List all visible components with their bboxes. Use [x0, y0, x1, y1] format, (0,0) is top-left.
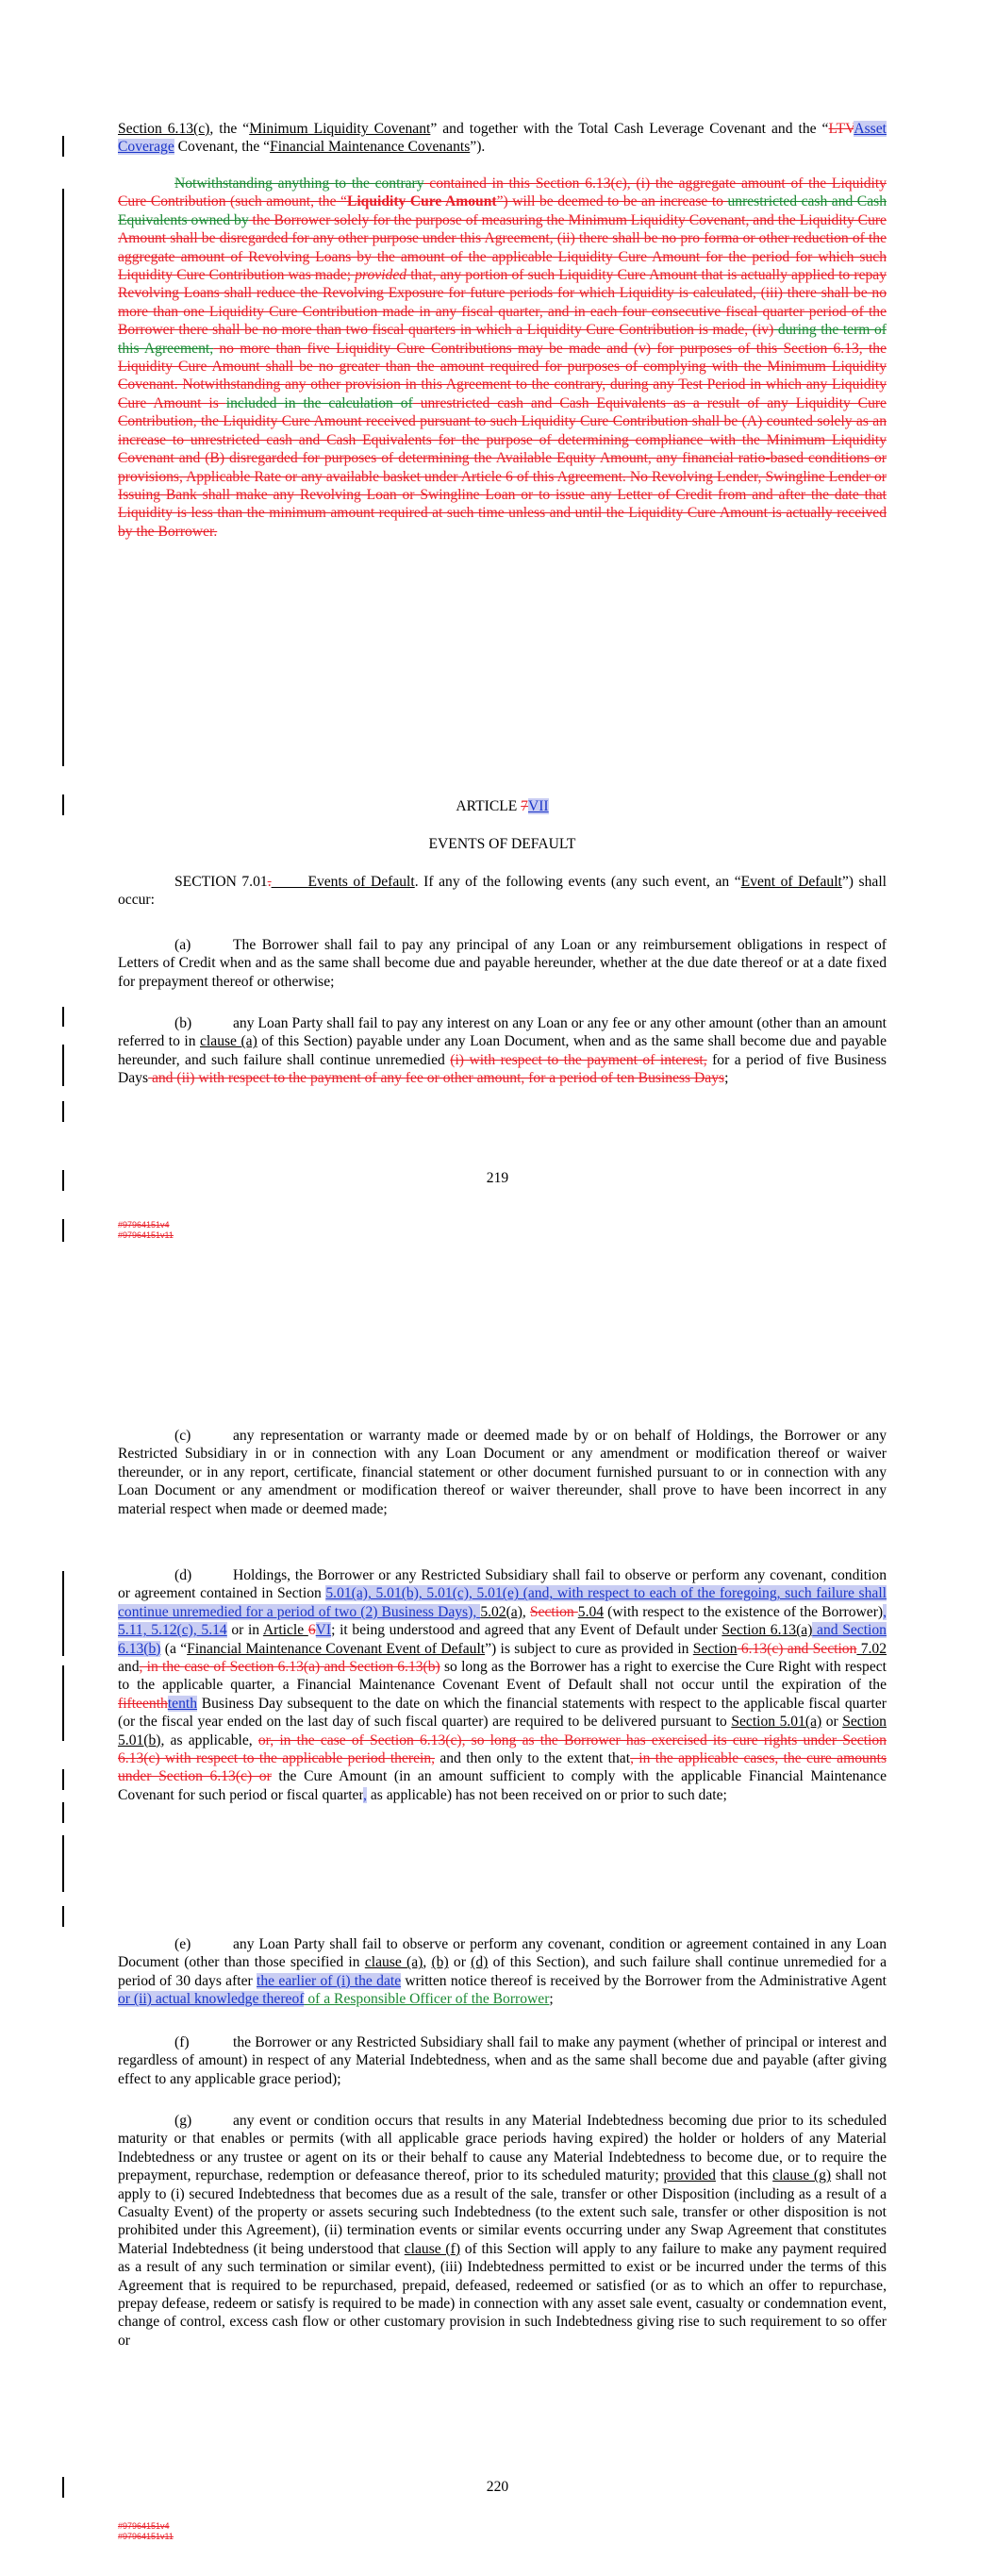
doc-id-footer: #97964151v4 #97964151v11 [118, 2521, 174, 2541]
change-bar [62, 189, 64, 766]
moved-text: Notwithstanding anything to the contrary [174, 176, 424, 192]
change-bar [62, 1769, 64, 1790]
page-220 [0, 1288, 995, 2576]
change-bar [62, 1571, 64, 1656]
change-bar [62, 1802, 64, 1823]
page-number: 220 [486, 2479, 509, 2495]
doc-id-footer: #97964151v4 #97964151v11 [118, 1220, 174, 1240]
page-number: 219 [486, 1170, 509, 1186]
change-bar [62, 1906, 64, 1927]
liquidity-cure-paragraph: Notwithstanding anything to the contrary contained in this Section 6.13(c), (i) the aggregate amount of the Liquidity Cure Contribution (such amount, the “Liquidity Cure Amount”) will be deemed to be an increase to unrestricted cash and Cash Equivalents owned by the Borrower solely for the purpose of measuring the Minimum Liquidity Covenant, and the Liquidity Cure Amount shall be disregarded for any other purpose under this Agreement, (ii) there shall be no pro forma or other reduction of the aggregate amount of Revolving Loans by the amount of the applicable Liquidity Cure Amount for the period for which such Liquidity Cure Contribution was made; provided that, any portion of such Liquidity Cure Amount that is actually applied to repay Revolving Loans shall reduce the Revolving Exposure for future periods for which Liquidity is calculated, (iii) there shall be no more than one Liquidity Cure Contribution made in any fiscal quarter, and in each four consecutive fiscal quarter period of the Borrower there shall be no more than two fiscal quarters in which a Liquidity Cure Contribution is made, (iv) during the term of this Agreement, no more than five Liquidity Cure Contributions may be made and (v) for purposes of this Section 6.13, the Liquidity Cure Amount shall be no greater than the amount required for purposes of complying with the Minimum Liquidity Covenant. Notwithstanding any other provision in this Agreement to the contrary, during any Test Period in which any Liquidity Cure Amount is included in the calculation of unrestricted cash and Cash Equivalents as a result of any Liquidity Cure Contribution, the Liquidity Cure Amount received pursuant to such Liquidity Cure Contribution shall be (A) counted solely as an increase to unrestricted cash and Cash Equivalents for the purpose of determining compliance with the Minimum Liquidity Covenant and (B) disregarded for purposes of determining the Available Equity Amount, any financial ratio-based conditions or provisions, Applicable Rate or any available basket under Article 6 of this Agreement. No Revolving Lender, Swingline Lender or Issuing Bank shall make any Revolving Loan or Swingline Loan or to issue any Letter of Credit from and after the date that Liquidity is less than the minimum amount required at such time unless and until the Liquidity Cure Amount is actually received by the Borrower. [118, 176, 887, 540]
clause-g: (g) any event or condition occurs that results in any Material Indebtedness becoming due prior to its scheduled maturity or that enables or permits (with all applicable grace periods having expired) the holder or holders of any Material Indebtedness or any trustee or agent on its or their behalf to cause any Material Indebtedness to become due, or to require the prepayment, repurchase, redemption or defeasance thereof, prior to its scheduled maturity; provided that this clause (g) shall not apply to (i) secured Indebtedness that becomes due as a result of the sale, transfer or other Disposition (including as a result of a Casualty Event) of the property or assets securing such Indebtedness (to the extent such sale, transfer or other disposition is not prohibited under this Agreement), (ii) termination events or similar events occurring under any Swap Agreement that constitutes Material Indebtedness (it being understood that clause (f) of this Section will apply to any failure to make any payment required as a result of any such termination or similar event), (iii) Indebtedness permitted to exist or be incurred under the terms of this Agreement that is required to be repurchased, prepaid, defeased, redeemed or satisfied (or as to which an offer to repurchase, prepay defease, redeem or satisfy is required to be made) in connection with any asset sale event, casualty or condemnation event, change of control, excess cash flow or other customary provision in such Indebtedness giving rise to such requirement to so offer or [118, 2113, 887, 2349]
clause-e: (e) any Loan Party shall fail to observe or perform any covenant, condition or agreement contained in any Loan Document (other than those specified in clause (a), (b) or (d) of this Section), and such failure shall continue unremedied for a period of 30 days after the earlier of (i) the date written notice thereof is received by the Borrower from the Administrative Agent or (ii) actual knowledge thereof of a Responsible Officer of the Borrower; [118, 1936, 887, 2008]
clause-b: (b) any Loan Party shall fail to pay any interest on any Loan or any fee or any other amount (other than an amount referred to in clause (a) of this Section) payable under any Loan Document, when and as the same shall become due and payable hereunder, and such failure shall continue unremedied (i) with respect to the payment of interest, for a period of five Business Days and (ii) with respect to the payment of any fee or other amount, for a period of ten Business Days; [118, 1015, 887, 1087]
intro-paragraph: Section 6.13(c), the “Minimum Liquidity Covenant” and together with the Total Cash Leverage Covenant and the “LTVAsset Coverage Covenant, the “Financial Maintenance Covenants”). [118, 121, 887, 156]
change-bar [62, 1835, 64, 1892]
inserted-text: Asset Coverage [118, 121, 887, 156]
change-bar [62, 136, 64, 157]
change-bar [62, 1665, 64, 1741]
change-bar [62, 1007, 64, 1027]
article-title: EVENTS OF DEFAULT [428, 836, 576, 852]
change-bar [62, 1219, 64, 1242]
section-7-01: SECTION 7.01. Events of Default. If any of the following events (any such event, an “Event of Default”) shall occur: [118, 874, 887, 909]
clause-c: (c) any representation or warranty made or deemed made by or on behalf of Holdings, the Borrower or any Restricted Subsidiary in or in connection with any Loan Document or any amendment or modification thereof or waiver thereunder, or in any report, certificate, financial statement or other document furnished pursuant to or in connection with any Loan Document or any amendment or modification thereof or waiver thereunder, shall prove to have been incorrect in any material respect when made or deemed made; [118, 1428, 887, 1517]
article-heading: ARTICLE 7VII [456, 798, 549, 814]
change-bar [62, 1101, 64, 1122]
change-bar [62, 1045, 64, 1086]
clause-a: (a) The Borrower shall fail to pay any principal of any Loan or any reimbursement obligations in respect of Letters of Credit when and as the same shall become due and payable hereunder, whether at the due date thereof or at a date fixed for prepayment thereof or otherwise; [118, 937, 887, 990]
change-bar [62, 795, 64, 815]
section-ref[interactable]: Section 6.13(c) [118, 121, 210, 137]
deleted-text: LTV [828, 121, 854, 137]
defined-term: Liquidity Cure Amount [346, 193, 497, 210]
clause-f: (f) the Borrower or any Restricted Subsidiary shall fail to make any payment (whether of principal or interest and regardless of amount) in respect of any Material Indebtedness, when and as the same shall become due and payable (after giving effect to any applicable grace period); [118, 2034, 887, 2087]
clause-d: (d) Holdings, the Borrower or any Restricted Subsidiary shall fail to observe or perform any covenant, condition or agreement contained in Section 5.01(a), 5.01(b), 5.01(c), 5.01(e) (and, with respect to each of the foregoing, such failure shall continue unremedied for a period of two (2) Business Days), 5.02(a), Section 5.04 (with respect to the existence of the Borrower), 5.11, 5.12(c), 5.14 or in Article 6VI; it being understood and agreed that any Event of Default under Section 6.13(a) and Section 6.13(b) (a “Financial Maintenance Covenant Event of Default”) is subject to cure as provided in Section 6.13(c) and Section 7.02 and, in the case of Section 6.13(a) and Section 6.13(b) so long as the Borrower has a right to exercise the Cure Right with respect to the applicable quarter, a Financial Maintenance Covenant Event of Default shall not occur until the expiration of the fifteenthtenth Business Day subsequent to the date on which the financial statements with respect to the applicable fiscal quarter (or the fiscal year ended on the last day of such fiscal quarter) are required to be delivered pursuant to Section 5.01(a) or Section 5.01(b), as applicable, or, in the case of Section 6.13(c), so long as the Borrower has exercised its cure rights under Section 6.13(c) with respect to the applicable period therein, and then only to the extent that, in the applicable cases, the cure amounts under Section 6.13(c) or the Cure Amount (in an amount sufficient to comply with the applicable Financial Maintenance Covenant for such period or fiscal quarter, as applicable) has not been received on or prior to such date; [118, 1567, 887, 1803]
